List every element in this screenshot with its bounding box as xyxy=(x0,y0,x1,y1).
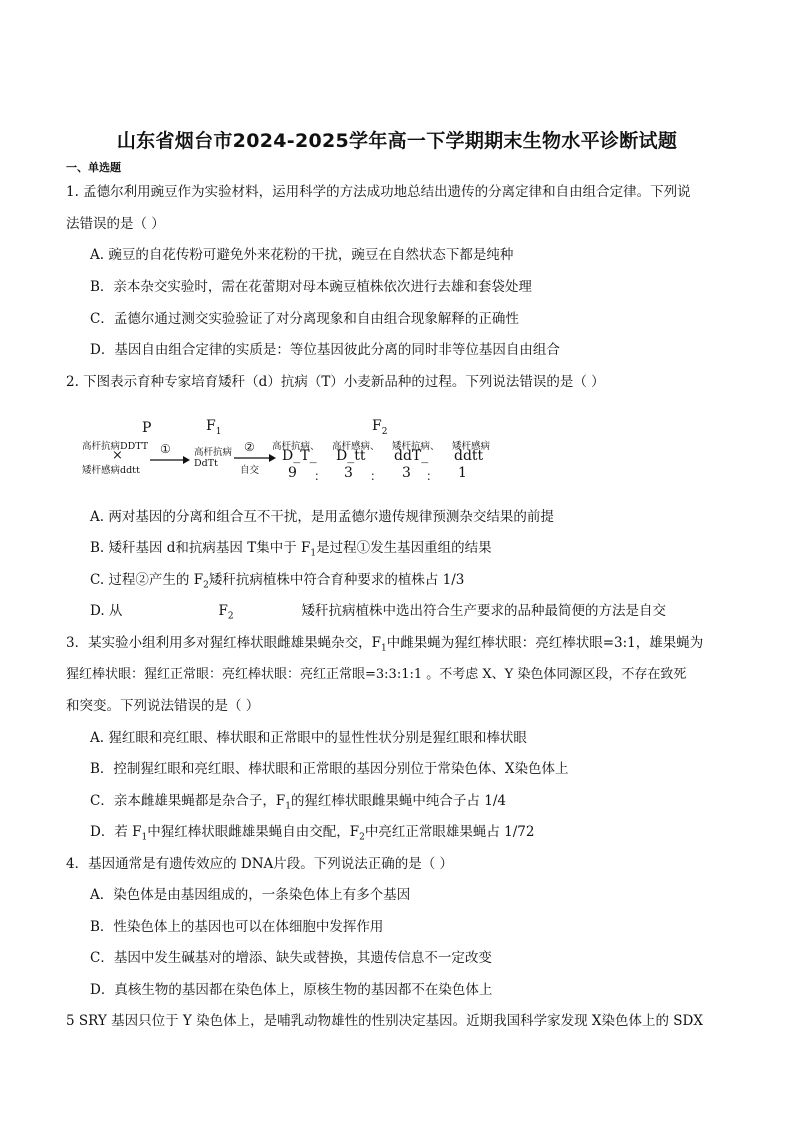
diagram-step1-label: ① xyxy=(160,442,171,456)
diagram-step2-label: ② xyxy=(244,440,255,454)
q3-option-a: A. 猩红眼和亮红眼、棒状眼和正常眼中的显性性状分别是猩红眼和棒状眼 xyxy=(90,730,527,746)
diagram-ratio-1: 9 xyxy=(288,465,297,481)
q2-option-a: A. 两对基因的分离和组合互不干扰，是用孟德尔遗传规律预测杂交结果的前提 xyxy=(90,509,554,525)
diagram-f1-label: $F_1$ xyxy=(206,418,222,437)
q2-option-c: C. 过程②产生的 $F_2$矮秆抗病植株中符合育种要求的植株占 1/3 xyxy=(90,572,465,591)
diagram-f2-genotype-2: D_tt xyxy=(336,448,366,464)
q2-option-d: D. 从 $F_2$ 矮秆抗病植株中选出符合生产要求的品种最简便的方法是自交 xyxy=(90,603,667,622)
q1-option-b: B．亲本杂交实验时，需在花蕾期对母本豌豆植株依次进行去雄和套袋处理 xyxy=(90,279,532,295)
q4-option-a: A．染色体是由基因组成的，一条染色体上有多个基因 xyxy=(90,887,411,903)
diagram-ratio-sep-2: ： xyxy=(370,469,383,483)
q4-option-d: D．真核生物的基因都在染色体上，原核生物的基因都不在染色体上 xyxy=(90,982,493,998)
diagram-f2-genotype-4: ddtt xyxy=(454,448,484,464)
diagram-ratio-sep-1: ： xyxy=(314,469,327,483)
diagram-f2-genotype-3: ddT_ xyxy=(394,448,429,464)
q4-option-b: B．性染色体上的基因也可以在体细胞中发挥作用 xyxy=(90,919,384,935)
q3-option-b: B．控制猩红眼和亮红眼、棒状眼和正常眼的基因分别位于常染色体、X染色体上 xyxy=(90,761,569,777)
q1-stem-line1: 1. 孟德尔利用豌豆作为实验材料，运用科学的方法成功地总结出遗传的分离定律和自由组合定律。下列说 xyxy=(66,184,691,200)
q1-stem-line2: 法错误的是（ ） xyxy=(66,216,165,232)
q3-option-d: D．若 $F_1$中猩红棒状眼雌雄果蝇自由交配，$F_2$中亮红正常眼雄果蝇占 1/72 xyxy=(90,824,535,843)
q3-stem-line2: 猩红棒状眼：猩红正常眼：亮红棒状眼：亮红正常眼=3:3:1:1 。不考虑 X、Y 染色体同源区段，不存在致死 xyxy=(66,667,687,682)
q1-option-c: C．孟德尔通过测交实验验证了对分离现象和自由组合现象解释的正确性 xyxy=(90,311,519,327)
diagram-f1-genotype: DdTt xyxy=(194,458,218,469)
page-title: 山东省烟台市2024-2025学年高一下学期期末生物水平诊断试题 xyxy=(116,130,678,152)
diagram-arrow-1 xyxy=(150,456,190,464)
q4-option-c: C．基因中发生碱基对的增添、缺失或替换，其遗传信息不一定改变 xyxy=(90,950,492,966)
q3-option-c: C．亲本雌雄果蝇都是杂合子，$F_1$的猩红棒状眼雌果蝇中纯合子占 1/4 xyxy=(90,793,506,812)
q2-stem: 2. 下图表示育种专家培育矮秆（d）抗病（T）小麦新品种的过程。下列说法错误的是（ ） xyxy=(66,374,605,390)
diagram-p-parent1: 高杆抗病DDTT xyxy=(82,441,149,452)
diagram-ratio-3: 3 xyxy=(402,465,411,481)
q1-option-d: D．基因自由组合定律的实质是：等位基因彼此分离的同时非等位基因自由组合 xyxy=(90,342,560,358)
breeding-diagram xyxy=(80,418,520,488)
diagram-f1-phenotype: 高杆抗病 xyxy=(194,447,233,458)
q1-option-a: A. 豌豆的自花传粉可避免外来花粉的干扰，豌豆在自然状态下都是纯种 xyxy=(90,247,514,263)
diagram-ratio-2: 3 xyxy=(344,465,353,481)
diagram-cross-symbol: × xyxy=(112,448,123,463)
diagram-arrow-2 xyxy=(234,454,276,462)
diagram-f2-phenotype-1: 高杆抗病、 xyxy=(272,441,320,452)
section-heading: 一、单选题 xyxy=(66,161,121,174)
q5-stem-line1: 5 SRY 基因只位于 Y 染色体上，是哺乳动物雄性的性别决定基因。近期我国科学家发现 X染色体上的 SDX xyxy=(66,1013,703,1029)
q3-stem-line1: 3．某实验小组利用多对猩红棒状眼雌雄果蝇杂交，$F_1$中雌果蝇为猩红棒状眼：亮红棒状眼=3:1，雄果蝇为 xyxy=(66,635,704,654)
q3-stem-line3: 和突变。下列说法错误的是（ ） xyxy=(66,698,260,714)
diagram-f2-phenotype-4: 矮杆感病 xyxy=(452,441,491,452)
diagram-p-label: P xyxy=(142,420,152,436)
q2-option-b: B. 矮秆基因 d和抗病基因 T集中于 $F_1$是过程①发生基因重组的结果 xyxy=(90,540,492,559)
q4-stem: 4．基因通常是有遗传效应的 DNA片段。下列说法正确的是（ ） xyxy=(66,856,454,872)
diagram-f2-genotype-1: D_T_ xyxy=(282,448,317,464)
diagram-f2-label: $F_2$ xyxy=(372,418,388,437)
diagram-f2-phenotype-2: 高杆感病、 xyxy=(332,441,380,452)
diagram-ratio-sep-3: ： xyxy=(426,469,439,483)
diagram-f2-phenotype-3: 矮杆抗病、 xyxy=(392,441,440,452)
diagram-selfing-label: 自交 xyxy=(240,465,260,476)
diagram-ratio-4: 1 xyxy=(458,465,467,481)
diagram-p-parent2: 矮杆感病ddtt xyxy=(82,465,140,476)
